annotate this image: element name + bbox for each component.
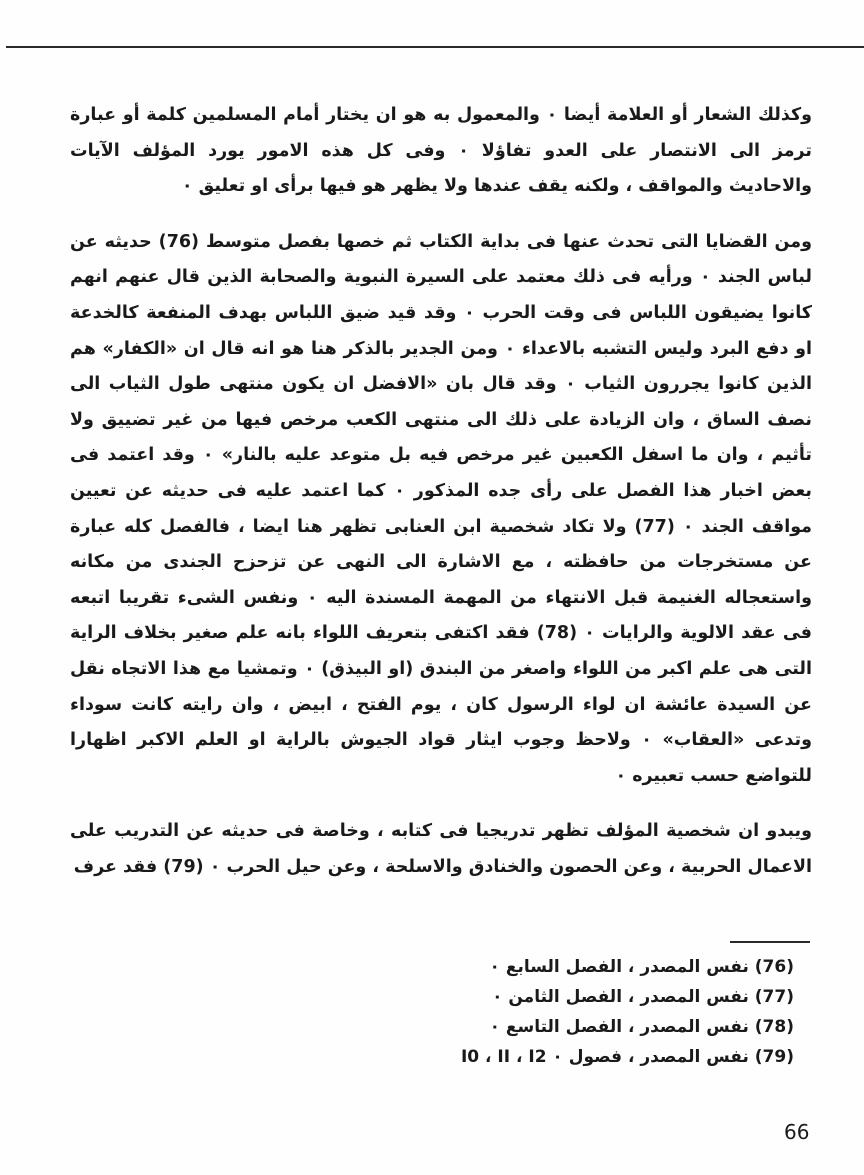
footnote-78: (78) نفس المصدر ، الفصل التاسع ۰ xyxy=(489,1017,794,1037)
paragraph-3: ويبدو ان شخصية المؤلف تظهر تدريجيا فى كتابه ، وخاصة فى حديثه عن التدريب على الاعمال الحربية ، وعن الحصون والخنادق والاسلحة ، وعن حيل الحرب ۰ (79) فقد عرف xyxy=(70,821,812,877)
footnote-79: (79) نفس المصدر ، فصول I0 ، II ، I2 ۰ xyxy=(460,1047,794,1067)
paragraph-1: وكذلك الشعار أو العلامة أيضا ۰ والمعمول به هو ان يختار أمام المسلمين كلمة أو عبارة ترمز الى الانتصار على العدو تفاؤلا ۰ وفى كل هذه الامور يورد المؤلف الآيات والاحاديث والمواقف ، ولكنه يقف عندها ولا يظهر هو فيها برأى او تعليق ۰ xyxy=(70,105,813,197)
footnote-76: (76) نفس المصدر ، الفصل السابع ۰ xyxy=(489,957,794,977)
paragraph-2: ومن القضايا التى تحدث عنها فى بداية الكتاب ثم خصها بفصل متوسط (76) حديثه عن لباس الجند ۰ ورأيه فى ذلك معتمد على السيرة النبوية والصحابة الذين قال عنهم انهم كانوا يضيقون اللباس فى وقت الحرب ۰ وقد قيد ضيق اللباس بهدف المنفعة كالخدعة او دفع البرد وليس التشبه بالاعداء ۰ ومن الجدير بالذكر هنا هو انه قال ان «الكفار» هم الذين كانوا يجررون الثياب ۰ وقد قال بان «الافضل ان يكون منتهى طول الثياب الى نصف الساق ، وان الزيادة على ذلك الى منتهى الكعب مرخص فيها من غير تضييق ولا تأثيم ، وان ما اسفل الكعبين غير مرخص فيه بل متوعد عليه بالنار» ۰ وقد اعتمد فى بعض اخبار هذا الفصل على رأى جده المذكور ۰ كما اعتمد عليه فى حديثه عن تعيين مواقف الجند ۰ (77) ولا تكاد شخصية ابن العنابى تظهر هنا ايضا ، فالفصل كله عبارة عن مستخرجات من حافظته ، مع الاشارة الى النهى عن تزحزح الجندى من مكانه واستعجاله الغنيمة قبل الانتهاء من المهمة المسندة اليه ۰ ونفس الشىء تقريبا اتبعه فى عقد الالوية والرايات ۰ (78) فقد اكتفى بتعريف اللواء بانه علم صغير بخلاف الراية التى هى علم اكبر من اللواء واصغر من البندق (او البيذق) ۰ وتمشيا مع هذا الاتجاه نقل عن السيدة عائشة ان لواء الرسول كان ، يوم الفتح ، ابيض ، وان رايته كانت سوداء وتدعى «العقاب» ۰ ولاحظ وجوب ايثار قواد الجيوش بالراية او العلم الاكبر اظهارا للتواضع حسب تعبيره ۰ xyxy=(70,231,813,786)
footnote-separator xyxy=(730,941,810,943)
footnotes xyxy=(374,952,794,1072)
footnote-77: (77) نفس المصدر ، الفصل الثامن ۰ xyxy=(492,987,794,1007)
header-rule xyxy=(6,46,864,48)
page-number: 66 xyxy=(784,1120,810,1144)
main-text xyxy=(70,98,812,885)
